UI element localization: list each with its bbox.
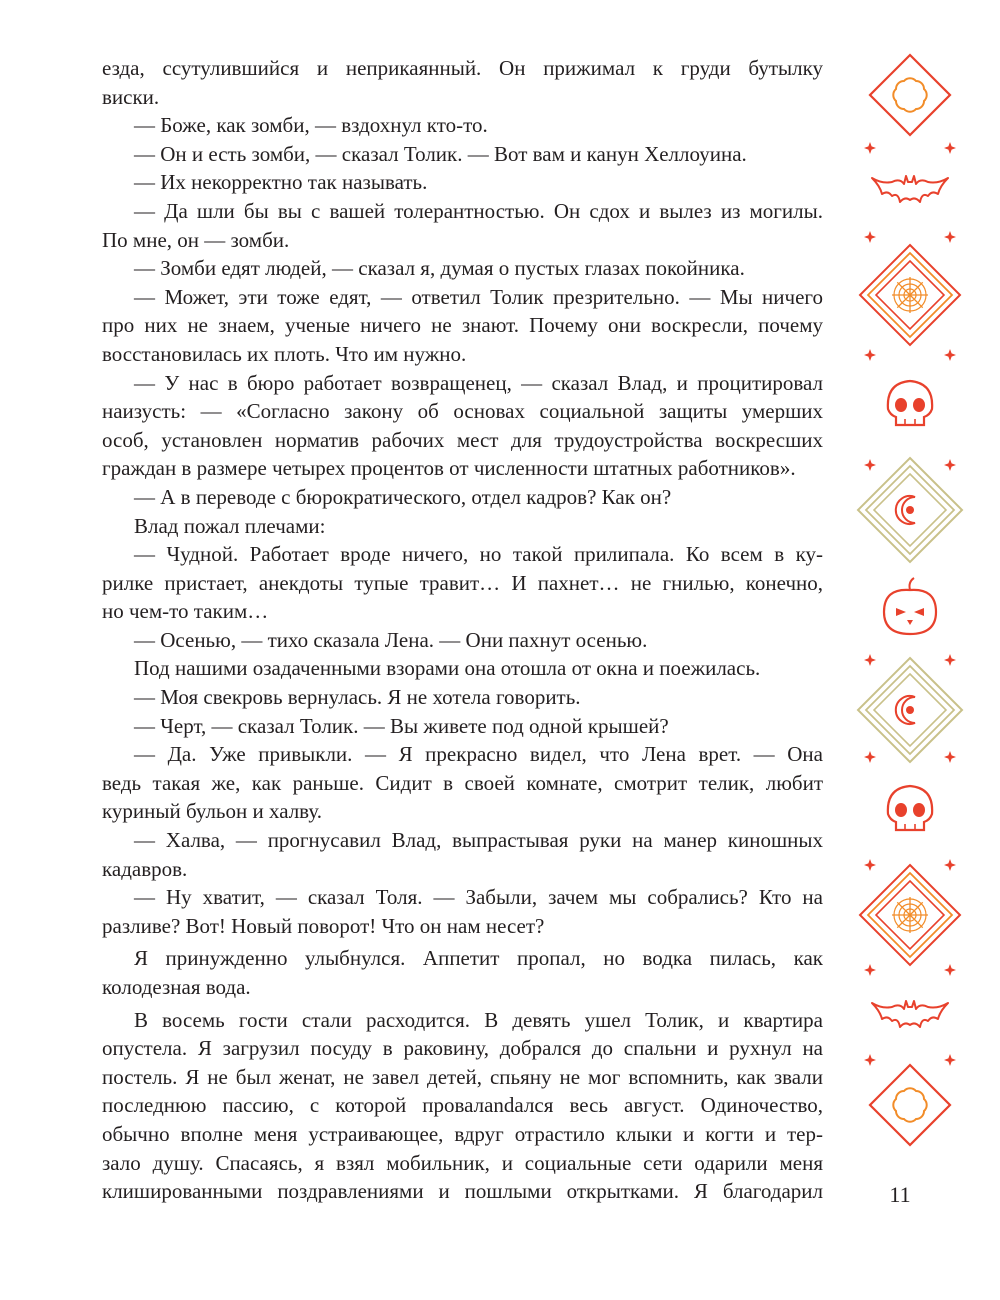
- sparkle-icon: [864, 349, 876, 361]
- page-number: 11: [889, 1182, 911, 1207]
- sparkle-icon: [864, 1054, 876, 1066]
- crescent-diamond-icon: [858, 658, 962, 762]
- sparkle-icon: [944, 231, 956, 243]
- skull-icon: [888, 381, 932, 425]
- quatrefoil-diamond-icon: [870, 1065, 950, 1145]
- text-line: но чем-то таким…: [102, 599, 269, 624]
- text-line: — А в переводе с бюрократического, отдел кадров? Как он?: [134, 484, 672, 509]
- ornament-strip: [845, 45, 975, 1175]
- sparkle-icon: [864, 859, 876, 871]
- text-line: Под нашими озадаченными взорами она отошла от окна и поежилась.: [134, 656, 761, 681]
- crescent-diamond-icon: [858, 458, 962, 562]
- sparkle-icon: [864, 964, 876, 976]
- text-line: — Может, эти тоже едят, — ответил Толик презрительно. — Мы ничего: [134, 284, 823, 309]
- text-line: рилке пристает, анекдоты тупые травит… И пахнет… не гнилью, конечно,: [102, 570, 823, 595]
- text-line: зало душу. Спасаясь, я взял мобильник, и социальные сети одарили меня: [102, 1150, 823, 1175]
- sparkle-icon: [864, 654, 876, 666]
- sparkle-icon: [944, 142, 956, 154]
- text-line: последнюю пассию, с которой провалandался весь август. Одиночество,: [102, 1093, 823, 1118]
- text-line: — Да. Уже привыкли. — Я прекрасно видел, что Лена врет. — Она: [134, 742, 823, 767]
- text-line: граждан в размере четырех процентов от численности штатных работников».: [102, 456, 796, 481]
- text-line: наизусть: — «Согласно закону об основах социальной защиты умерших: [102, 399, 823, 424]
- text-line: колодезная вода.: [102, 975, 251, 999]
- text-line: кадавров.: [102, 856, 188, 881]
- sparkle-icon: [944, 1054, 956, 1066]
- text-line: — Да шли бы вы с вашей толерантностью. Он сдох и вылез из могилы.: [134, 198, 823, 223]
- spiderweb-diamond-icon: [860, 865, 960, 965]
- text-line: про них не знаем, ученые ничего не знают. Почему они воскресли, почему: [102, 313, 823, 338]
- text-line: — Он и есть зомби, — сказал Толик. — Вот вам и канун Хеллоуина.: [134, 141, 747, 166]
- text-line: разливе? Вот! Новый поворот! Что он нам несет?: [102, 913, 545, 938]
- sparkle-icon: [864, 142, 876, 154]
- sparkle-icon: [944, 751, 956, 763]
- text-line: восстановилась их плоть. Что им нужно.: [102, 341, 467, 366]
- text-line: виски.: [102, 84, 160, 109]
- sparkle-icon: [944, 654, 956, 666]
- text-line: — У нас в бюро работает возвращенец, — сказал Влад, и процитировал: [134, 370, 823, 395]
- sparkle-icon: [864, 751, 876, 763]
- text-line: езда, ссутулившийся и неприкаянный. Он прижимал к груди бутылку: [102, 56, 823, 80]
- text-line: куриный бульон и халву.: [102, 799, 323, 824]
- text-line: Влад пожал плечами:: [134, 513, 326, 538]
- sparkle-icon: [864, 231, 876, 243]
- page-text: [102, 54, 823, 1206]
- sparkle-icon: [944, 459, 956, 471]
- text-line: обычно вполне меня устраивающее, вдруг отрастило клыки и когти и тер-: [102, 1121, 823, 1146]
- sparkle-icon: [944, 964, 956, 976]
- text-line: — Чудной. Работает вроде ничего, но такой прилипала. Ко всем в ку-: [134, 542, 823, 567]
- text-line: — Черт, — сказал Толик. — Вы живете под одной крышей?: [134, 713, 669, 738]
- text-line: — Боже, как зомби, — вздохнул кто-то.: [134, 113, 488, 138]
- skull-icon: [888, 786, 932, 830]
- text-line: — Их некорректно так называть.: [134, 170, 428, 195]
- spiderweb-diamond-icon: [860, 245, 960, 345]
- text-line: особ, установлен норматив рабочих мест для трудоустройства воскресших: [102, 427, 823, 452]
- text-line: — Зомби едят людей, — сказал я, думая о пустых глазах покойника.: [134, 256, 745, 281]
- text-line: опустела. Я загрузил посуду в раковину, добрался до спальни и рухнул на: [102, 1036, 823, 1061]
- quatrefoil-diamond-icon: [870, 55, 950, 135]
- sparkle-icon: [944, 349, 956, 361]
- text-line: — Моя свекровь вернулась. Я не хотела говорить.: [134, 685, 581, 710]
- text-line: — Ну хватит, — сказал Толя. — Забыли, зачем мы собрались? Кто на: [134, 885, 823, 910]
- text-line: В восемь гости стали расходится. В девять ушел Толик, и квартира: [134, 1007, 823, 1032]
- sparkle-icon: [864, 459, 876, 471]
- text-line: — Осенью, — тихо сказала Лена. — Они пахнут осенью.: [134, 627, 648, 652]
- bat-icon: [872, 176, 948, 202]
- text-line: ведь такая же, как раньше. Сидит в своей комнате, смотрит телик, любит: [102, 770, 823, 795]
- bat-icon: [872, 1001, 948, 1027]
- text-line: По мне, он — зомби.: [102, 227, 290, 252]
- text-line: постель. Я не был женат, не завел детей, спьяну не мог вспомнить, как звали: [102, 1064, 823, 1089]
- text-line: Я принужденно улыбнулся. Аппетит пропал, но водка пилась, как: [134, 946, 823, 971]
- sparkle-icon: [944, 859, 956, 871]
- text-line: клишированными поздравлениями и пошлыми открытками. Я благодарил: [102, 1179, 823, 1204]
- text-line: — Халва, — прогнусавил Влад, выпрастывая руки на манер киношных: [134, 828, 823, 853]
- pumpkin-icon: [884, 578, 936, 634]
